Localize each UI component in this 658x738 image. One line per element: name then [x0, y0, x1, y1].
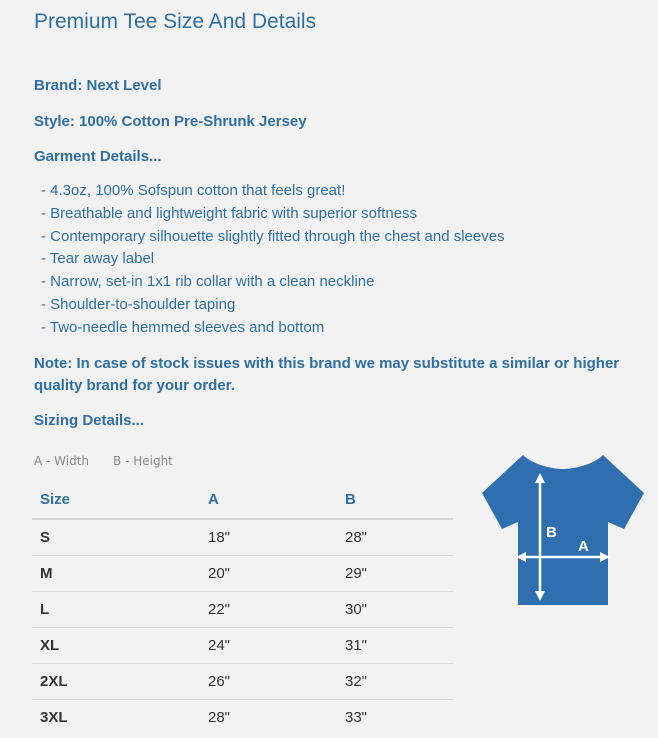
list-item: - Breathable and lightweight fabric with superior softness [41, 204, 418, 222]
width-cell: 24" [200, 628, 337, 664]
measurement-legend [34, 454, 173, 468]
table-row [32, 664, 453, 700]
height-cell: 30" [337, 592, 453, 628]
width-cell: 20" [200, 556, 337, 592]
list-item: - Tear away label [41, 250, 155, 268]
tshirt-shape [482, 455, 644, 605]
legend-height: B - Height [113, 454, 173, 468]
height-cell: 33" [345, 709, 368, 726]
header-size: Size [32, 480, 200, 519]
table-row [32, 556, 453, 592]
size-cell: M [32, 556, 200, 592]
width-cell: 22" [200, 592, 337, 628]
width-cell: 28" [208, 709, 231, 726]
size-cell: S [32, 519, 200, 556]
list-item: - 4.3oz, 100% Sofspun cotton that feels great! [41, 182, 346, 199]
size-cell: 2XL [32, 664, 200, 700]
table-row [32, 519, 453, 556]
list-item: - Two-needle hemmed sleeves and bottom [41, 318, 325, 336]
list-item: - Shoulder-to-shoulder taping [41, 295, 236, 313]
label-b: B [546, 524, 557, 541]
height-cell: 29" [337, 556, 453, 592]
garment-details-list [41, 180, 505, 340]
height-cell: 28" [337, 519, 453, 556]
height-cell: 31" [337, 628, 453, 664]
style-line: Style: 100% Cotton Pre-Shrunk Jersey [34, 113, 307, 130]
label-a: A [578, 538, 589, 555]
legend-width: A - Width [34, 454, 90, 468]
list-item: - Narrow, set-in 1x1 rib collar with a clean neckline [41, 273, 375, 291]
sizing-details-heading: Sizing Details... [34, 412, 145, 429]
tshirt-size-diagram-icon [478, 455, 648, 610]
header-b: B [337, 480, 453, 519]
size-table [32, 480, 453, 735]
garment-details-heading: Garment Details... [34, 148, 162, 165]
page-title: Premium Tee Size And Details [34, 10, 317, 33]
header-a: A [200, 480, 337, 519]
size-cell: L [32, 592, 200, 628]
width-cell: 18" [200, 519, 337, 556]
table-row [32, 700, 453, 736]
width-cell: 26" [200, 664, 337, 700]
brand-line: Brand: Next Level [34, 77, 162, 94]
table-header-row [32, 480, 453, 519]
stock-note: Note: In case of stock issues with this brand we may substitute a similar or higher quality brand for your order. [34, 355, 620, 394]
size-cell: 3XL [40, 709, 68, 726]
table-row [32, 592, 453, 628]
table-row [32, 628, 453, 664]
list-item: - Contemporary silhouette slightly fitted through the chest and sleeves [41, 227, 505, 245]
height-cell: 32" [337, 664, 453, 700]
size-cell: XL [32, 628, 200, 664]
